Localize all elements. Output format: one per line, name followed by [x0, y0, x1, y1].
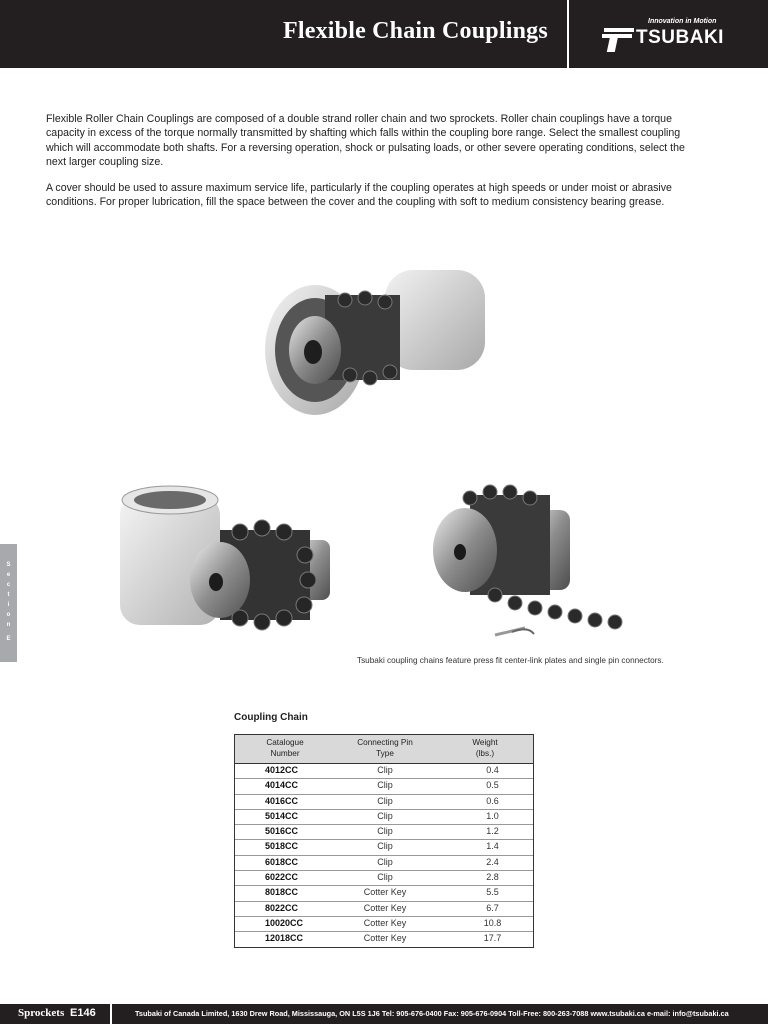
catalogue-number-cell: 4014CC	[265, 780, 299, 791]
pin-type-cell: Clip	[377, 810, 393, 821]
weight-cell: 1.0	[486, 810, 499, 821]
weight-cell: 2.4	[486, 856, 499, 867]
logo-brand: TSUBAKI	[636, 27, 724, 48]
weight-cell: 10.8	[483, 917, 502, 928]
pin-type-cell: Clip	[377, 826, 393, 837]
header-connecting-pin-type: Connecting Pin Type	[357, 738, 413, 758]
section-tab-letter: i	[7, 602, 10, 608]
page-header	[0, 0, 768, 68]
weight-cell: 6.7	[486, 902, 499, 913]
pin-type-cell: Clip	[377, 841, 393, 852]
weight-cell: 2.8	[486, 872, 499, 883]
table-row	[235, 840, 533, 855]
section-tab-letter: n	[6, 622, 11, 628]
table-row	[235, 871, 533, 886]
table-row	[235, 795, 533, 810]
footer-section-name: Sprockets	[18, 1007, 65, 1019]
table-row	[235, 779, 533, 794]
coupling-with-cover-image	[255, 250, 500, 430]
catalogue-number-cell: 8022CC	[265, 902, 299, 913]
pin-type-cell: Cotter Key	[363, 933, 407, 944]
weight-cell: 17.7	[483, 933, 502, 944]
catalogue-number-cell: 12018CC	[265, 933, 304, 944]
footer-divider	[110, 1004, 112, 1024]
catalogue-number-cell: 5014CC	[265, 810, 299, 821]
table-row	[235, 902, 533, 917]
section-tab-letter: E	[6, 636, 11, 642]
weight-cell: 5.5	[486, 887, 499, 898]
table-title: Coupling Chain	[234, 712, 308, 723]
weight-cell: 0.6	[486, 795, 499, 806]
coupling-chain-image	[400, 470, 660, 650]
catalogue-number-cell: 6022CC	[265, 872, 299, 883]
page-footer	[0, 1004, 768, 1024]
pin-type-cell: Cotter Key	[363, 887, 407, 898]
pin-type-cell: Cotter Key	[363, 902, 407, 913]
pin-type-cell: Clip	[377, 780, 393, 791]
weight-cell: 0.5	[486, 780, 499, 791]
section-tab-letter: o	[6, 612, 11, 618]
table-row	[235, 825, 533, 840]
section-tab	[0, 544, 17, 662]
table-row	[235, 856, 533, 871]
weight-cell: 0.4	[486, 765, 499, 775]
header-weight: Weight (lbs.)	[472, 738, 498, 758]
footer-page-number: E146	[70, 1007, 96, 1019]
catalogue-number-cell: 5016CC	[265, 826, 299, 837]
header-catalogue-number: Catalogue Number	[266, 738, 304, 758]
footer-contact: Tsubaki of Canada Limited, 1630 Drew Road, Mississauga, ON L5S 1J6 Tel: 905-676-0400 Fax: 905-676-0904 Toll-Free: 800-263-7088 www.tsubaki.ca e-mail: info@tsubaki.ca	[135, 1009, 729, 1018]
logo-tagline: Innovation in Motion	[648, 18, 717, 25]
section-tab-letter: t	[7, 592, 10, 598]
pin-type-cell: Clip	[377, 795, 393, 806]
weight-cell: 1.4	[486, 841, 499, 852]
pin-type-cell: Clip	[377, 765, 393, 775]
page-title: Flexible Chain Couplings	[283, 18, 548, 44]
intro-paragraph: Flexible Roller Chain Couplings are composed of a double strand roller chain and two sprockets. Roller chain couplings have a torque capacity in excess of the torque normally transmitted by shafting which falls within the coupling bore range. Select the smallest coupling which will accommodate both shafts. For a reversing operation, shock or pulsating loads, or other severe operating conditions, select the next larger coupling size.	[46, 113, 685, 169]
section-tab-letter: e	[6, 572, 11, 578]
catalogue-number-cell: 4016CC	[265, 795, 299, 806]
coupling-half-cover-image	[90, 470, 355, 655]
table-row	[235, 917, 533, 932]
image-caption: Tsubaki coupling chains feature press fit center-link plates and single pin connectors.	[357, 656, 664, 665]
header-divider	[567, 0, 569, 68]
table-row	[235, 810, 533, 825]
table-row	[235, 764, 533, 779]
catalogue-number-cell: 4012CC	[265, 765, 299, 775]
table-header-row	[235, 735, 533, 764]
catalogue-number-cell: 5018CC	[265, 841, 299, 852]
catalogue-number-cell: 10020CC	[265, 917, 304, 928]
pin-type-cell: Clip	[377, 856, 393, 867]
coupling-chain-table	[234, 734, 534, 948]
weight-cell: 1.2	[486, 826, 499, 837]
pin-type-cell: Cotter Key	[363, 917, 407, 928]
table-body	[235, 764, 533, 947]
catalogue-number-cell: 6018CC	[265, 856, 299, 867]
cover-paragraph: A cover should be used to assure maximum service life, particularly if the coupling operates at high speeds or under moist or abrasive conditions. For proper lubrication, fill the space between the cover and the coupling with soft to medium consistency bearing grease.	[46, 182, 672, 209]
pin-type-cell: Clip	[377, 872, 393, 883]
table-row	[235, 932, 533, 946]
catalogue-number-cell: 8018CC	[265, 887, 299, 898]
section-tab-letter: c	[6, 582, 11, 588]
table-row	[235, 886, 533, 901]
section-tab-letter: S	[6, 562, 11, 568]
